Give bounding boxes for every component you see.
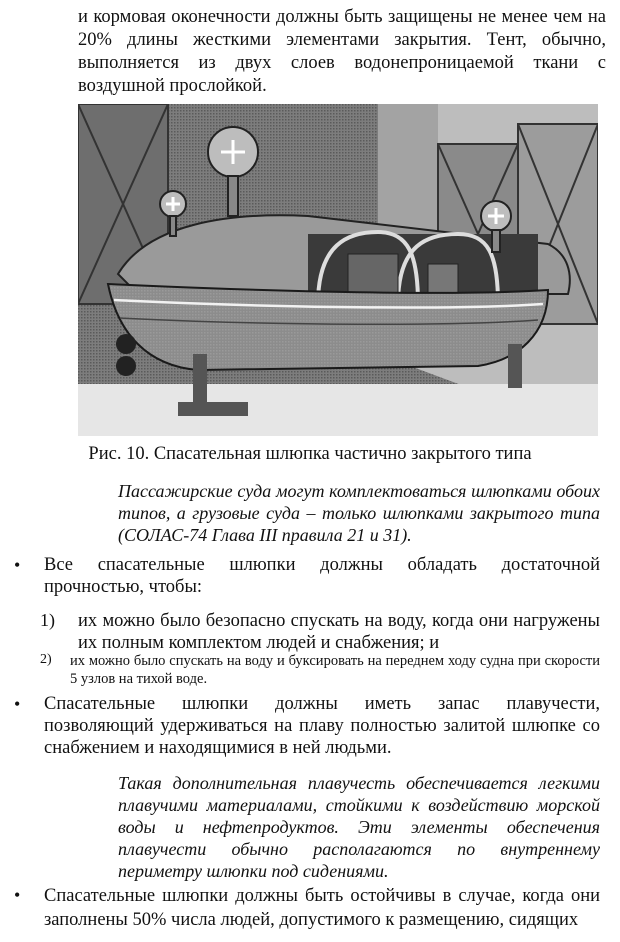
bullet-marker: •	[14, 555, 21, 575]
lifeboat-photo	[78, 104, 598, 436]
italic-note-1: Пассажирские суда могут комплектоваться шлюпками обоих типов, а грузовые суда – только шлюпками закрытого типа (СОЛАС-74 Глава III правила 21 и 31).	[118, 481, 600, 545]
list-item-text: их можно было безопасно спускать на воду, когда они нагружены их полным комплектом людей и снабжения; и	[78, 611, 600, 653]
italic-note-2: Такая дополнительная плавучесть обеспечивается легкими плавучими материалами, стойкими к воздействию морской воды и нефтепродуктов. Эти элементы обеспечения плавучести обычно располагаются по внутреннему периметру шлюпки под сидениями.	[118, 773, 600, 881]
bullet-paragraph-3: Спасательные шлюпки должны быть остойчивы в случае, когда они заполнены 50% числа людей, допустимого к размещению, сидящих	[44, 886, 600, 930]
bullet-marker: •	[14, 694, 21, 714]
bullet-paragraph-2: Спасательные шлюпки должны иметь запас плавучести, позволяющий удерживаться на плаву полностью залитой шлюпке со снабжением и находящимися в ней людьми.	[44, 694, 600, 758]
figure-caption: Рис. 10. Спасательная шлюпка частично закрытого типа	[88, 444, 532, 464]
intro-paragraph: и кормовая оконечности должны быть защищены не менее чем на 20% длины жесткими элементами закрытия. Тент, обычно, выполняется из двух слоев водонепроницаемой ткани с воздушной прослойкой.	[78, 7, 606, 96]
list-item-label: 1)	[40, 610, 55, 630]
list-item-label: 2)	[40, 652, 52, 667]
bullet-paragraph-1: Все спасательные шлюпки должны обладать достаточной прочностью, чтобы:	[44, 555, 600, 597]
list-item-text: их можно было спускать на воду и буксировать на переднем ходу судна при скорости 5 узлов на тихой воде.	[70, 653, 600, 687]
bullet-marker: •	[14, 885, 21, 905]
